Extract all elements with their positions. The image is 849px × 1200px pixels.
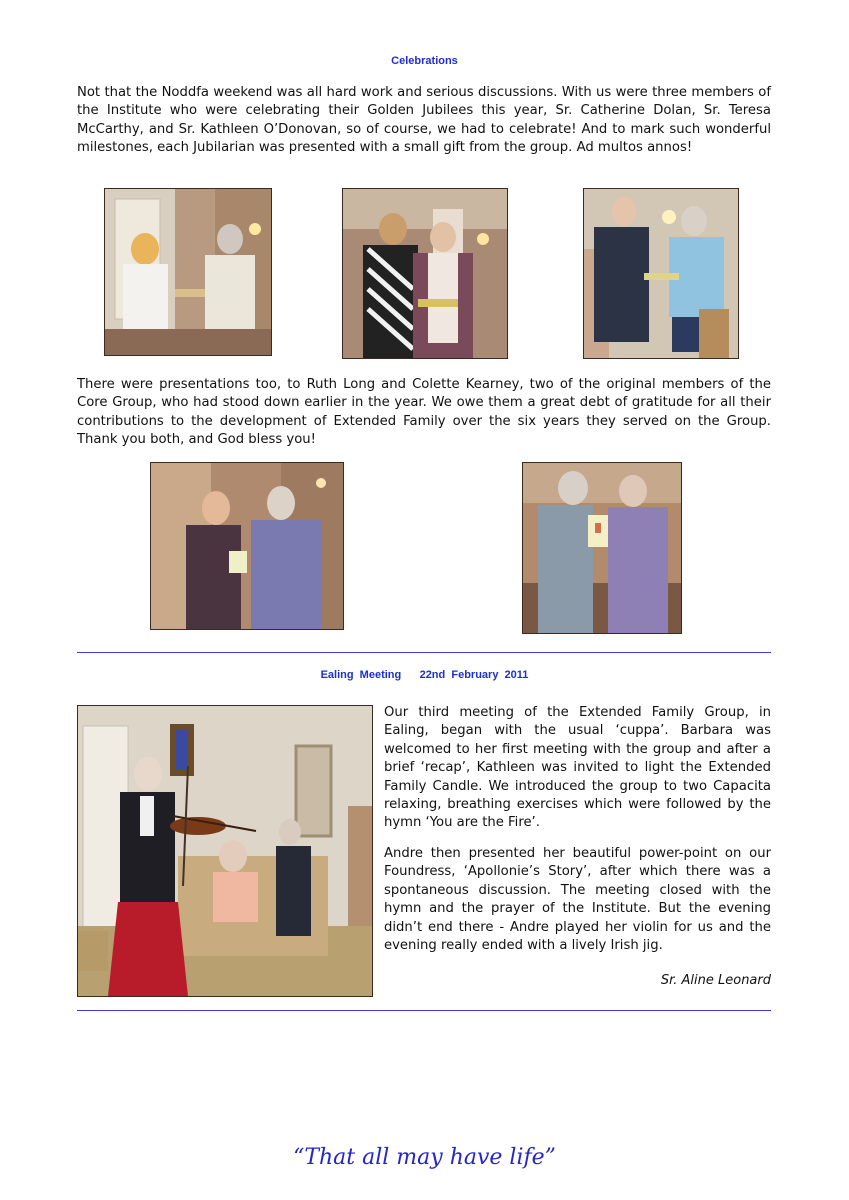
celebrations-heading: Celebrations bbox=[391, 55, 458, 67]
presentation-photo-1 bbox=[150, 462, 344, 630]
celebrations-paragraph-1: Not that the Noddfa weekend was all hard work and serious discussions. With us were three members of the Institute who were celebrating their Golden Jubilees this year, Sr. Catherine Dolan, Sr. Teresa McCarthy, and Sr. Kathleen O’Donovan, so of course, we had to celebrate! And to mark such wonderful milestones, each Jubilarian was presented with a small gift from the group. Ad multos annos! bbox=[77, 85, 771, 156]
section-divider-2 bbox=[77, 1010, 771, 1011]
ealing-meeting-heading: Ealing Meeting 22nd February 2011 bbox=[320, 669, 529, 681]
violin-photo bbox=[77, 705, 373, 997]
presentation-photo-2 bbox=[522, 462, 682, 634]
jubilee-photo-2 bbox=[342, 188, 508, 359]
ealing-paragraph-2: Andre then presented her beautiful power-point on our Foundress, ‘Apollonie’s Story’, after which there was a spontaneous discussion. The meeting closed with the hymn and the prayer of the Institute. But the evening didn’t end there - Andre played her violin for us and the evening really ended with a lively Irish jig. bbox=[384, 846, 771, 954]
footer-motto: “That all may have life” bbox=[293, 1145, 556, 1170]
celebrations-paragraph-2: There were presentations too, to Ruth Long and Colette Kearney, two of the original members of the Core Group, who had stood down earlier in the year. We owe them a great debt of gratitude for all their contributions to the development of Extended Family over the six years they served on the Group. Thank you both, and God bless you! bbox=[77, 377, 771, 448]
ealing-paragraph-1: Our third meeting of the Extended Family Group, in Ealing, began with the usual ‘cuppa’. Barbara was welcomed to her first meeting with the group and after a brief ‘recap’, Kathleen was invited to light the Extended Family Candle. We introduced the group to two Capacita relaxing, breathing exercises which were followed by the hymn ‘You are the Fire’. bbox=[384, 705, 771, 831]
section-divider-1 bbox=[77, 652, 771, 653]
jubilee-photo-3 bbox=[583, 188, 739, 359]
author-signature: Sr. Aline Leonard bbox=[660, 973, 771, 988]
jubilee-photo-1 bbox=[104, 188, 272, 356]
